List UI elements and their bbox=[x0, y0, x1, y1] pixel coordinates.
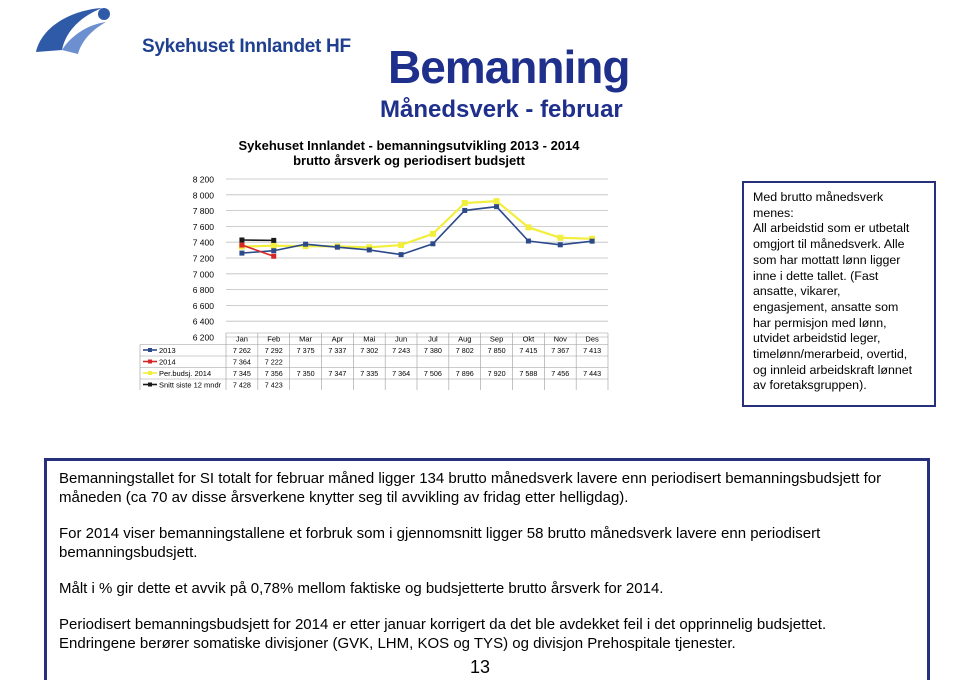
y-tick-label: 6 200 bbox=[192, 332, 214, 343]
data-label: 7 292 bbox=[264, 346, 283, 355]
legend-marker bbox=[148, 348, 152, 352]
x-category-label: Des bbox=[585, 334, 599, 344]
note-line: All arbeidstid som er utbetalt bbox=[753, 221, 910, 236]
note-line: av foretaksgruppen). bbox=[753, 378, 867, 393]
data-label: 7 367 bbox=[551, 346, 570, 355]
note-line: utvidet arbeidstid leger, bbox=[753, 331, 881, 346]
data-point bbox=[525, 224, 531, 230]
x-category-label: Jul bbox=[428, 334, 438, 344]
data-label: 7 896 bbox=[455, 369, 474, 378]
data-label: 7 802 bbox=[455, 346, 474, 355]
note-line: og innleid arbeidskraft lønnet bbox=[753, 362, 913, 377]
note-line: har permisjon med lønn, bbox=[753, 315, 887, 330]
data-point bbox=[462, 208, 467, 213]
staffing-chart bbox=[138, 136, 612, 390]
summary-paragraph-4: Periodisert bemanningsbudsjett for 2014 er etter januar korrigert da det ble avdekket feil i det opprinnelig budsjettet. bbox=[59, 616, 827, 633]
data-label: 7 443 bbox=[583, 369, 602, 378]
data-label: 7 302 bbox=[360, 346, 379, 355]
data-point bbox=[526, 239, 531, 244]
data-point bbox=[462, 200, 468, 206]
data-label: 7 380 bbox=[423, 346, 442, 355]
org-name: Sykehuset Innlandet HF bbox=[142, 36, 351, 57]
data-point bbox=[430, 231, 436, 237]
data-point bbox=[271, 248, 276, 253]
y-tick-label: 8 200 bbox=[192, 174, 214, 185]
data-point bbox=[239, 237, 244, 242]
summary-box bbox=[44, 458, 930, 680]
page-number: 13 bbox=[470, 657, 491, 677]
y-tick-label: 7 200 bbox=[192, 253, 214, 264]
x-category-label: Mai bbox=[363, 334, 376, 344]
note-line: engasjement, ansatte som bbox=[753, 299, 899, 314]
data-label: 7 337 bbox=[328, 346, 347, 355]
y-tick-label: 6 600 bbox=[192, 300, 214, 311]
data-label: 7 364 bbox=[392, 369, 411, 378]
data-point bbox=[335, 245, 340, 250]
data-label: 7 345 bbox=[232, 369, 251, 378]
note-line: menes: bbox=[753, 205, 794, 220]
legend-label: Snitt siste 12 mndr bbox=[159, 380, 222, 390]
y-tick-label: 7 400 bbox=[192, 237, 214, 248]
data-point bbox=[271, 254, 276, 259]
data-label: 7 222 bbox=[264, 357, 283, 367]
y-tick-label: 7 600 bbox=[192, 221, 214, 232]
legend-label: 2014 bbox=[159, 357, 176, 367]
org-logo bbox=[32, 4, 351, 60]
logo-swoosh-icon bbox=[32, 4, 142, 60]
page-subtitle: Månedsverk - februar bbox=[380, 96, 623, 123]
x-category-label: Jun bbox=[395, 334, 408, 344]
legend-marker bbox=[148, 383, 152, 387]
chart-svg bbox=[138, 136, 612, 390]
data-point bbox=[239, 243, 244, 248]
data-label: 7 588 bbox=[519, 369, 538, 378]
data-label: 7 243 bbox=[392, 346, 411, 355]
summary-paragraph-3: Målt i % gir dette et avvik på 0,78% mellom faktiske og budsjetterte brutto årsverk for 2014. bbox=[59, 580, 664, 597]
note-line: Med brutto månedsverk bbox=[753, 190, 884, 204]
data-label: 7 456 bbox=[551, 369, 570, 378]
definition-note bbox=[742, 181, 936, 407]
data-point bbox=[398, 242, 404, 248]
data-label: 7 850 bbox=[487, 346, 506, 355]
data-label: 7 262 bbox=[232, 346, 251, 355]
note-line: omgjort til månedsverk. Alle bbox=[753, 237, 905, 252]
x-category-label: Jan bbox=[235, 334, 248, 344]
note-line: inne i dette tallet. (Fast bbox=[753, 268, 879, 283]
note-line: ansatte, vikarer, bbox=[753, 284, 841, 299]
series-line bbox=[242, 201, 592, 247]
data-label: 7 506 bbox=[423, 369, 442, 378]
chart-title: Sykehuset Innlandet - bemanningsutvikling 2013 - 2014 bbox=[238, 138, 580, 153]
data-point bbox=[303, 242, 308, 247]
data-point bbox=[271, 238, 276, 243]
page-title: Bemanning bbox=[388, 41, 630, 93]
data-label: 7 415 bbox=[519, 346, 538, 355]
data-point bbox=[494, 198, 500, 204]
data-point bbox=[590, 239, 595, 244]
data-point bbox=[239, 251, 244, 256]
legend-label: 2013 bbox=[159, 346, 176, 355]
y-tick-label: 6 800 bbox=[192, 285, 214, 296]
data-point bbox=[558, 242, 563, 247]
data-label: 7 375 bbox=[296, 346, 315, 355]
y-tick-label: 6 400 bbox=[192, 316, 214, 327]
data-point bbox=[557, 235, 563, 241]
y-tick-label: 7 800 bbox=[192, 206, 214, 217]
data-label: 7 364 bbox=[232, 357, 251, 367]
x-category-label: Aug bbox=[458, 334, 472, 344]
data-point bbox=[271, 243, 277, 249]
data-label: 7 413 bbox=[583, 346, 602, 355]
legend-label: Per.budsj. 2014 bbox=[159, 369, 212, 378]
data-point bbox=[367, 247, 372, 252]
data-label: 7 920 bbox=[487, 369, 506, 378]
data-label: 7 356 bbox=[264, 369, 283, 378]
x-category-label: Sep bbox=[489, 334, 504, 344]
x-category-label: Mar bbox=[299, 334, 313, 344]
x-category-label: Apr bbox=[331, 334, 344, 344]
data-point bbox=[399, 252, 404, 257]
data-label: 7 347 bbox=[328, 369, 347, 378]
y-tick-label: 8 000 bbox=[192, 190, 214, 201]
data-label: 7 428 bbox=[232, 380, 251, 390]
data-label: 7 423 bbox=[264, 380, 283, 390]
note-line: som har mottatt lønn ligger bbox=[753, 252, 901, 267]
data-label: 7 350 bbox=[296, 369, 315, 378]
x-category-label: Nov bbox=[553, 334, 567, 344]
summary-paragraph-2: For 2014 viser bemanningstallene et forbruk som i gjennomsnitt ligger 58 brutto månedsverk lavere enn periodisert bemanningsbudsjett. bbox=[59, 525, 821, 561]
data-point bbox=[430, 241, 435, 246]
summary-paragraph-1: Bemanningstallet for SI totalt for februar måned ligger 134 brutto månedsverk lavere enn periodisert bemanningsbudsjett for måneden (ca 70 av disse årsverkene knytter seg til avvikling av fridag etter helligdag). bbox=[59, 470, 882, 506]
summary-paragraph-5: Endringene berører somatiske divisjoner (GVK, LHM, KOS og TYS) og divisjon Prehospitale tjenester. bbox=[59, 635, 736, 652]
data-point bbox=[494, 204, 499, 209]
data-label: 7 335 bbox=[360, 369, 379, 378]
x-category-label: Okt bbox=[522, 334, 535, 344]
legend-marker bbox=[148, 360, 152, 364]
legend-marker bbox=[148, 371, 152, 375]
x-category-label: Feb bbox=[267, 334, 281, 344]
note-line: timelønn/merarbeid, overtid, bbox=[753, 347, 908, 362]
y-tick-label: 7 000 bbox=[192, 269, 214, 280]
chart-subtitle: brutto årsverk og periodisert budsjett bbox=[293, 153, 525, 168]
